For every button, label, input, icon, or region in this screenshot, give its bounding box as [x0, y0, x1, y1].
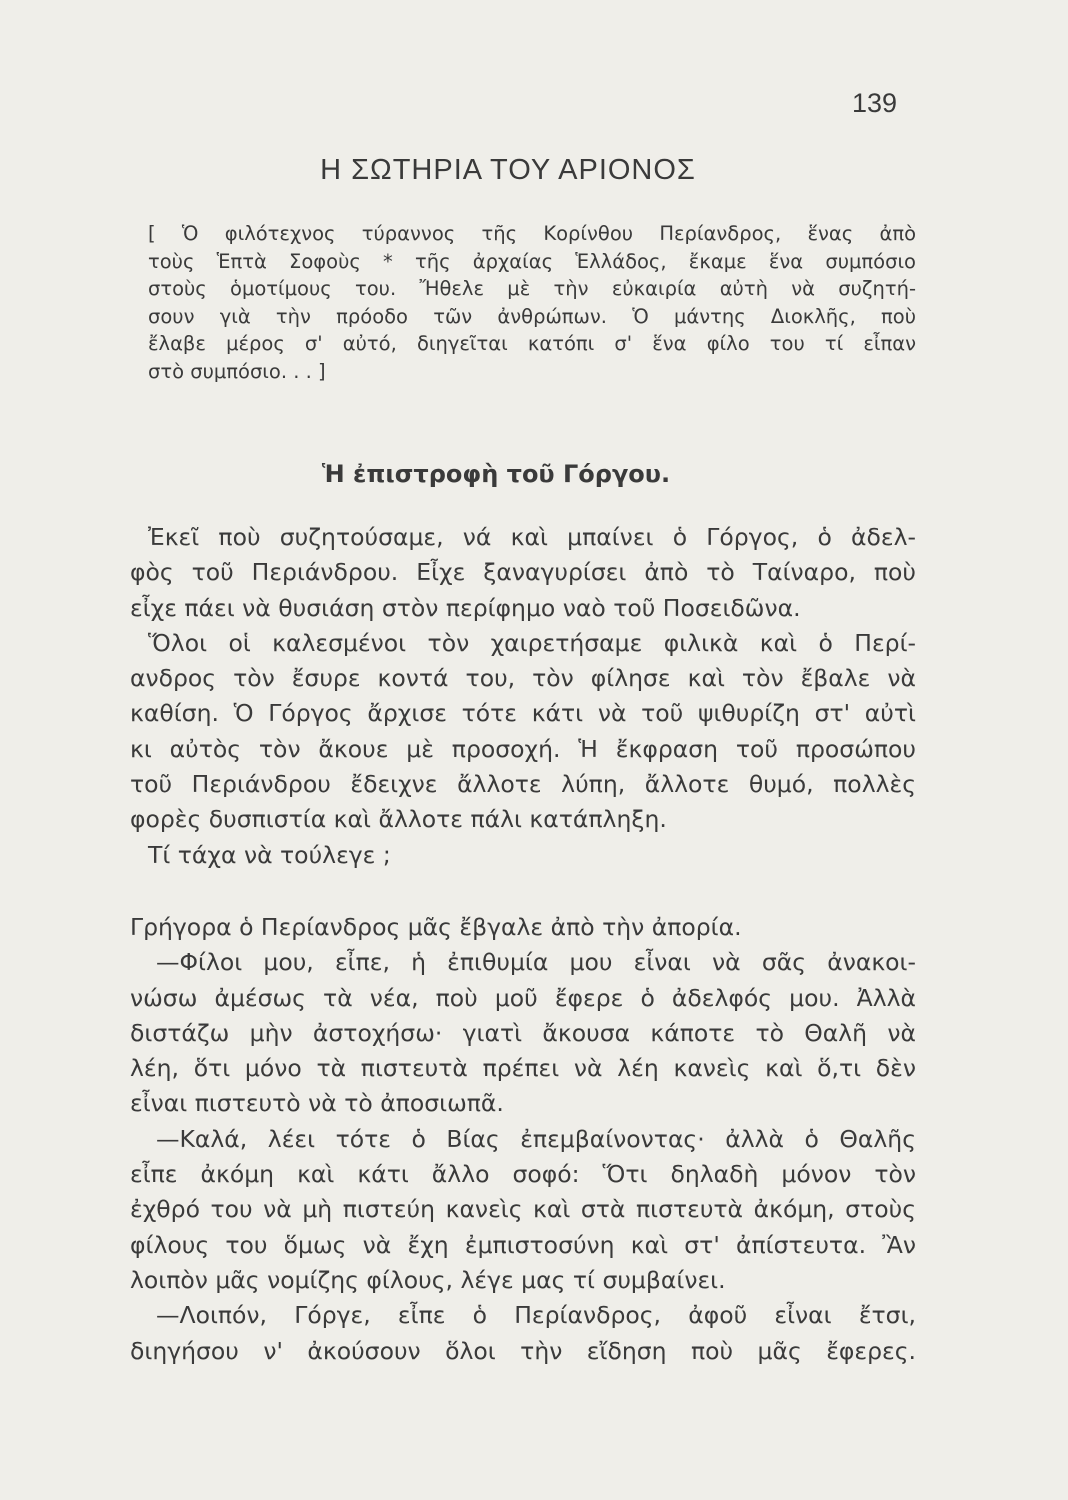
text-line: φορὲς δυσπιστία καὶ ἄλλοτε πάλι κατάπληξη.: [130, 805, 667, 834]
body-text-part1: [130, 520, 916, 873]
page-number: 139: [852, 88, 898, 118]
text-line: τοὺς Ἑπτὰ Σοφοὺς * τῆς ἀρχαίας Ἑλλάδος, ἔκαμε ἕνα συμπόσιο: [148, 249, 916, 273]
text-line: στοὺς ὁμοτίμους του. Ἤθελε μὲ τὴν εὐκαιρία αὐτὴ νὰ συζητή-: [148, 277, 916, 301]
text-line: διστάζω μὴν ἀστοχήσω· γιατὶ ἄκουσα κάποτε τὸ Θαλῆ νὰ: [130, 1018, 916, 1047]
text-line: εἶναι πιστευτὸ νὰ τὸ ἀποσιωπᾶ.: [130, 1089, 504, 1118]
text-line: νώσω ἀμέσως τὰ νέα, ποὺ μοῦ ἔφερε ὁ ἀδελφός μου. Ἀλλὰ: [130, 983, 916, 1012]
text-line: ανδρος τὸν ἔσυρε κοντά του, τὸν φίλησε καὶ τὸν ἔβαλε νὰ: [130, 664, 916, 693]
text-line: —Λοιπόν, Γόργε, εἶπε ὁ Περίανδρος, ἀφοῦ εἶναι ἔτσι,: [156, 1301, 916, 1330]
text-line: διηγήσου ν' ἀκούσουν ὅλοι τὴν εἴδηση ποὺ μᾶς ἔφερες.: [130, 1336, 916, 1365]
text-line: —Φίλοι μου, εἶπε, ἡ ἐπιθυμία μου εἶναι νὰ σᾶς ἀνακοι-: [156, 948, 916, 977]
text-line: ἐχθρό του νὰ μὴ πιστεύη κανεὶς καὶ στὰ πιστευτὰ ἀκόμη, στοὺς: [130, 1195, 916, 1224]
text-line: Γρήγορα ὁ Περίανδρος μᾶς ἔβγαλε ἀπὸ τὴν ἀπορία.: [130, 913, 742, 941]
text-line: —Καλά, λέει τότε ὁ Βίας ἐπεμβαίνοντας· ἀλλὰ ὁ Θαλῆς: [156, 1124, 916, 1153]
text-line: λοιπὸν μᾶς νομίζης φίλους, λέγε μας τί συμβαίνει.: [130, 1265, 726, 1294]
text-line: καθίση. Ὁ Γόργος ἄρχισε τότε κάτι νὰ τοῦ ψιθυρίζη στ' αὐτὶ: [130, 699, 916, 728]
text-line: Ὅλοι οἱ καλεσμένοι τὸν χαιρετήσαμε φιλικὰ καὶ ὁ Περί-: [148, 628, 916, 657]
text-line: ἔλαβε μέρος σ' αὐτό, διηγεῖται κατόπι σ' ἕνα φίλο του τί εἶπαν: [148, 332, 916, 356]
text-line: φὸς τοῦ Περιάνδρου. Εἶχε ξαναγυρίσει ἀπὸ τὸ Ταίναρο, ποὺ: [130, 558, 916, 587]
text-line: εἶχε πάει νὰ θυσιάση στὸν περίφημο ναὸ τοῦ Ποσειδῶνα.: [130, 593, 801, 622]
text-line: φίλους του ὅμως νὰ ἔχη ἐμπιστοσύνη καὶ στ' ἀπίστευτα. Ἂν: [130, 1230, 916, 1259]
chapter-title: Η ΣΩΤΗΡΙΑ ΤΟΥ ΑΡΙΟΝΟΣ: [320, 154, 696, 186]
text-line: εἶπε ἀκόμη καὶ κάτι ἄλλο σοφό: Ὅτι δηλαδὴ μόνον τὸν: [130, 1160, 916, 1189]
body-text-part2: [130, 910, 916, 1369]
text-line: λέη, ὅτι μόνο τὰ πιστευτὰ πρέπει νὰ λέη κανεὶς καὶ ὅ,τι δὲν: [130, 1054, 916, 1083]
intro-paragraph: [148, 220, 916, 386]
text-line: κι αὐτὸς τὸν ἄκουε μὲ προσοχή. Ἡ ἔκφραση τοῦ προσώπου: [130, 734, 916, 763]
text-line: Ἐκεῖ ποὺ συζητούσαμε, νά καὶ μπαίνει ὁ Γόργος, ὁ ἀδελ-: [148, 523, 916, 551]
text-line: [ Ὁ φιλότεχνος τύραννος τῆς Κορίνθου Περίανδρος, ἕνας ἀπὸ: [148, 222, 916, 245]
text-line: τοῦ Περιάνδρου ἔδειχνε ἄλλοτε λύπη, ἄλλοτε θυμό, πολλὲς: [130, 770, 916, 799]
text-line: σουν γιὰ τὴν πρόοδο τῶν ἀνθρώπων. Ὁ μάντης Διοκλῆς, ποὺ: [148, 304, 916, 328]
text-line: Τί τάχα νὰ τούλεγε ;: [148, 840, 391, 869]
text-line: στὸ συμπόσιο. . . ]: [148, 359, 326, 383]
section-heading: Ἡ ἐπιστροφὴ τοῦ Γόργου.: [321, 460, 671, 488]
